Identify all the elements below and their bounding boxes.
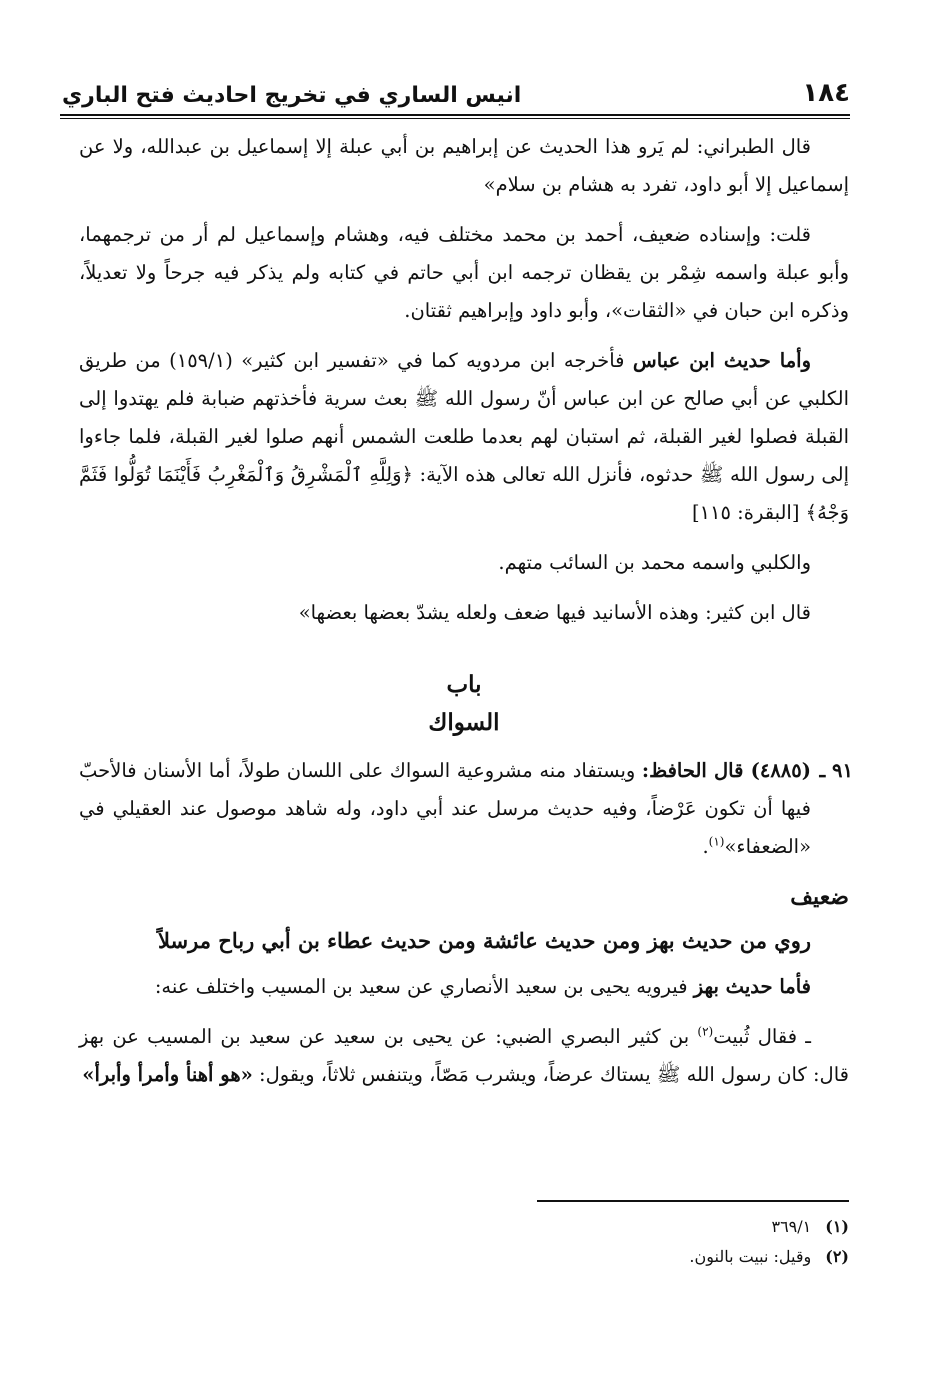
footnote-ref-1: (١) [708,834,725,849]
chapter-title: السواك [428,709,500,736]
item-text: ويستفاد منه مشروعية السواك على اللسان طولاً، أما الأسنان فالأحبّ فيها أن تكون عَرْضاً، وفيه حديث مرسل عند أبي داود، وله شاهد موصول عند العقيلي في «الضعفاء» [79,759,811,858]
footnote-text: وقيل: نبيت بالنون. [689,1247,812,1266]
paragraph-tabarani: قال الطبراني: لم يَرو هذا الحديث عن إبراهيم بن أبي عبلة إلا إسماعيل بن عبدالله، ولا عن إسماعيل إلا أبو داود، تفرد به هشام بن سلام» [79,135,849,196]
item-number: ٩١ ـ [819,759,853,782]
main-text [79,128,853,1106]
header-rule [60,114,850,116]
routes-heading: روي من حديث بهز ومن حديث عائشة ومن حديث عطاء بن أبي رباح مرسلاً [158,928,811,953]
footnote [79,1212,849,1242]
footnote-rule [537,1200,849,1202]
footnotes [79,1212,849,1272]
running-title: انيس الساري في تخريج احاديث فتح الباري [62,83,522,108]
footnote [79,1242,849,1272]
paragraph-bahz [79,968,849,1006]
paragraph-text: فأخرجه ابن مردويه كما في «تفسير ابن كثير» (١٥٩/١) من طريق الكلبي عن أبي صالح عن ابن عباس أنّ رسول الله ﷺ بعث سرية فأخذتهم ضبابة فلم يهتدوا إلى القبلة فصلوا لغير القبلة، ثم استبان لهم بعدما طلعت الشمس أنهم صلوا لغير القبلة، فلما جاءوا إلى رسول الله ﷺ حدثوه، فأنزل الله تعالى هذه الآية: ﴿وَلِلَّهِ ٱلْمَشْرِقُ وَٱلْمَغْرِبُ فَأَيْنَمَا تُوَلُّوا فَثَمَّ وَجْهُ﴾ [البقرة: ١١٥] [79,349,849,524]
footnote-ref-2: (٢) [697,1024,714,1039]
paragraph-thubayt [79,1018,849,1094]
paragraph-ibn-abbas [79,342,849,532]
hadith-item [79,752,853,866]
footnote-text: ٣٦٩/١ [771,1217,812,1236]
page-header [62,68,850,108]
paragraph-text: ـ فقال ثُبيت [713,1025,811,1048]
paragraph-ibn-kathir: قال ابن كثير: وهذه الأسانيد فيها ضعف ولعله يشدّ بعضها بعضها» [298,601,811,624]
paragraph-lead: فأما حديث بهز [693,975,811,998]
hadith-quote: «هو أهنأ وأمرأ وأبرأ» [82,1063,253,1086]
header-rule-thin [60,118,850,119]
item-lead: (٤٨٨٥) قال الحافظ: [641,759,811,782]
verdict-heading: ضعيف [790,884,849,910]
item-end: . [702,835,709,858]
paragraph-lead: وأما حديث ابن عباس [632,349,812,372]
paragraph-comment: قلت: وإسناده ضعيف، أحمد بن محمد مختلف فيه، وهشام وإسماعيل لم أر من ترجمهما، وأبو عبلة واسمه شِمْر بن يقظان ترجمه ابن أبي حاتم في كتابه ولم يذكر فيه جرحاً ولا تعديلاً، وذكره ابن حبان في «الثقات»، وأبو داود وإبراهيم ثقتان. [79,223,849,322]
paragraph-kalbi: والكلبي واسمه محمد بن السائب متهم. [498,551,811,574]
page-number: ١٨٤ [802,78,850,108]
chapter-word: باب [446,671,482,698]
footnote-mark: (٢) [825,1247,849,1266]
footnote-mark: (١) [825,1217,849,1236]
paragraph-text: فيرويه يحيى بن سعيد الأنصاري عن سعيد بن المسيب واختلف عنه: [154,975,694,998]
paragraph-text: بن كثير البصري الضبي: عن يحيى بن سعيد عن سعيد بن المسيب عن بهز قال: كان رسول الله ﷺ يستاك عرضاً، ويشرب مَصّاً، ويتنفس ثلاثاً، ويقول: [79,1025,849,1086]
